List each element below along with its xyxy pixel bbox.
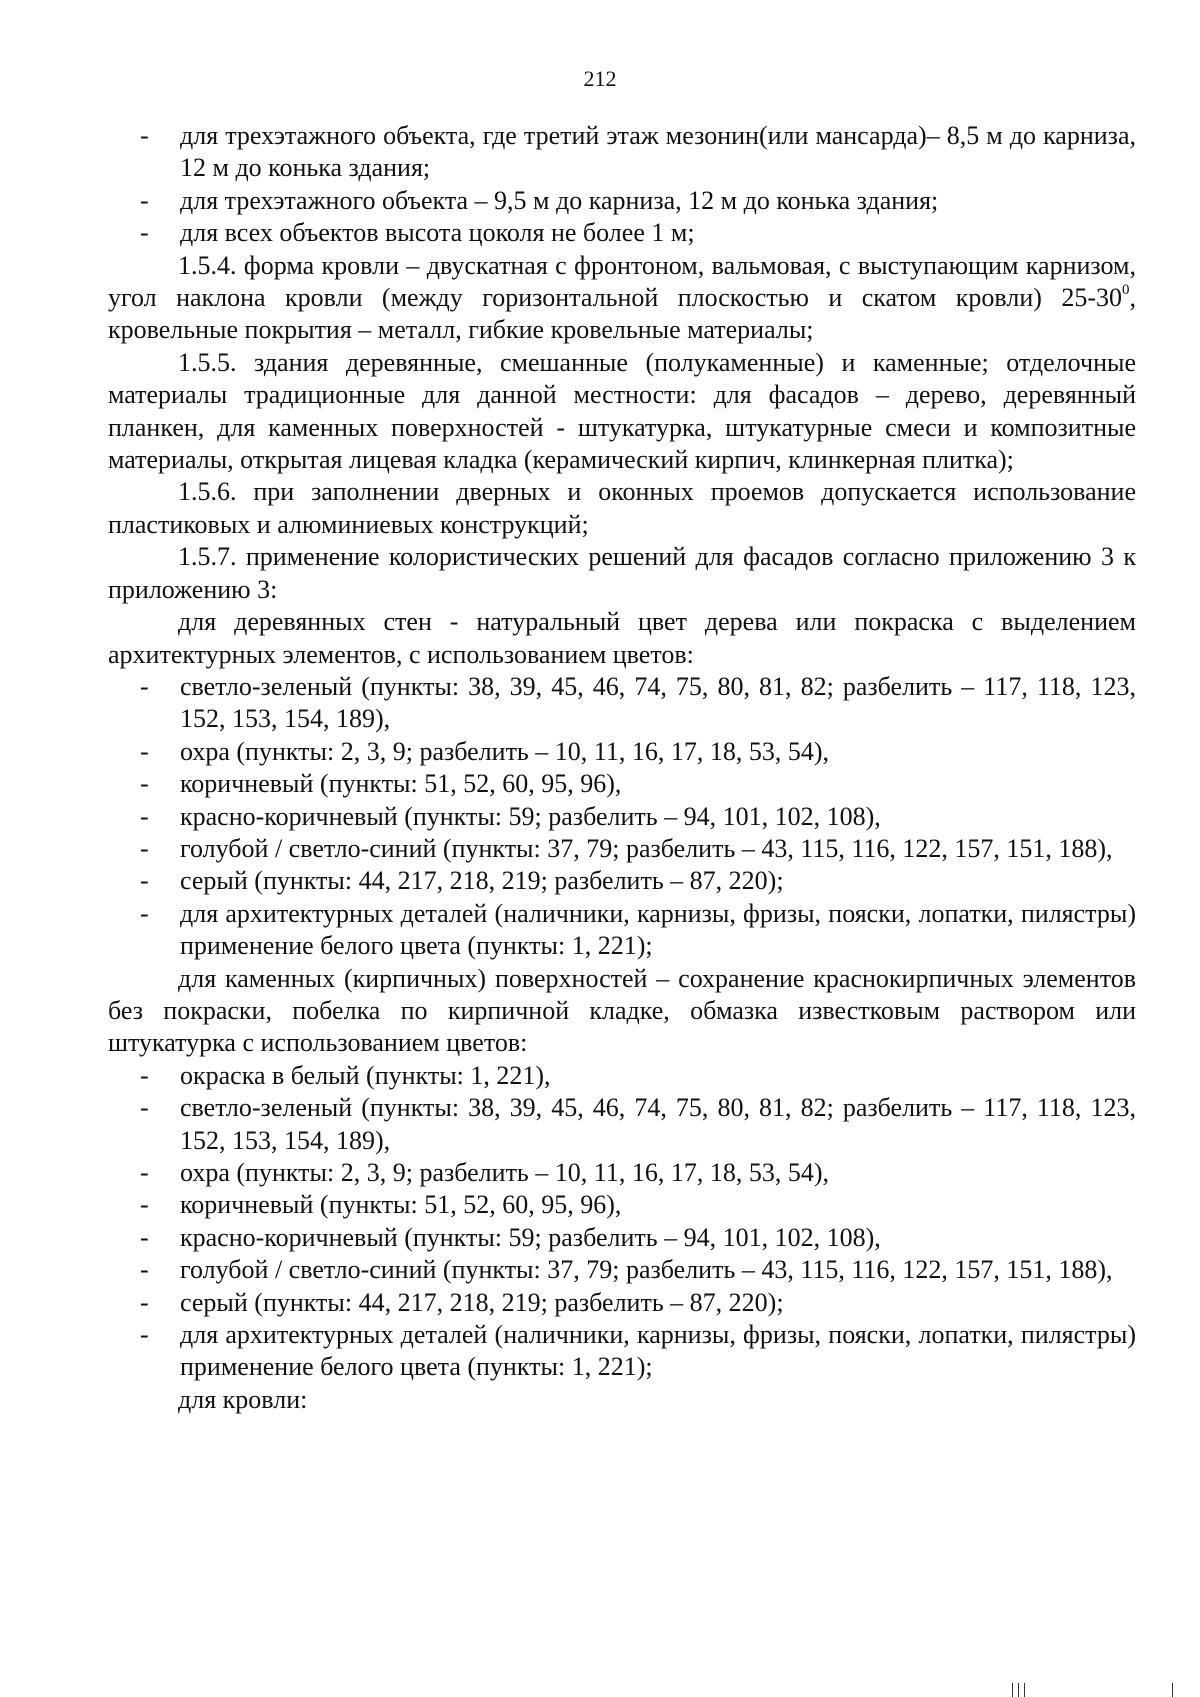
scan-artifact xyxy=(1018,1683,1019,1697)
paragraph-text: , кровельные покрытия – металл, гибкие кровельные материалы; xyxy=(108,283,1136,345)
list-item: - коричневый (пункты: 51, 52, 60, 95, 96), xyxy=(108,768,1136,800)
list-item: - красно-коричневый (пункты: 59; разбелить – 94, 101, 102, 108), xyxy=(108,1222,1136,1254)
paragraph-1-5-5: 1.5.5. здания деревянные, смешанные (полукаменные) и каменные; отделочные материалы традиционные для данной местности: для фасадов – дерево, деревянный планкен, для каменных поверхностей - штукатурка, штукатурные смеси и композитные материалы, открытая лицевая кладка (керамический кирпич, клинкерная плитка); xyxy=(108,347,1136,475)
list-item: - светло-зеленый (пункты: 38, 39, 45, 46, 74, 75, 80, 81, 82; разбелить – 117, 118, 123, 152, 153, 154, 189), xyxy=(108,671,1136,736)
list-item: - окраска в белый (пункты: 1, 221), xyxy=(108,1060,1136,1092)
degree-superscript: 0 xyxy=(1122,282,1130,299)
wood-walls-intro: для деревянных стен - натуральный цвет дерева или покраска с выделением архитектурных элементов, с использованием цветов: xyxy=(108,607,1136,669)
list-item: - для архитектурных деталей (наличники, карнизы, фризы, пояски, лопатки, пилястры) применение белого цвета (пункты: 1, 221); xyxy=(108,1319,1136,1384)
list-item: - голубой / светло-синий (пункты: 37, 79; разбелить – 43, 115, 116, 122, 157, 151, 188), xyxy=(108,833,1136,865)
page-number: 212 xyxy=(583,66,617,91)
scan-artifact xyxy=(1024,1683,1025,1697)
scan-artifact xyxy=(1012,1683,1013,1697)
stone-surfaces-intro: для каменных (кирпичных) поверхностей – сохранение краснокирпичных элементов без покраски, побелка по кирпичной кладке, обмазка известковым раствором или штукатурка с использованием цветов: xyxy=(108,963,1136,1058)
roof-intro: для кровли: xyxy=(178,1384,308,1414)
list-item: - для трехэтажного объекта, где третий этаж мезонин(или мансарда)– 8,5 м до карниза, 12 м до конька здания; xyxy=(108,120,1136,185)
list-item: - для трехэтажного объекта – 9,5 м до карниза, 12 м до конька здания; xyxy=(108,185,1136,217)
list-item: - охра (пункты: 2, 3, 9; разбелить – 10, 11, 16, 17, 18, 53, 54), xyxy=(108,1157,1136,1189)
list-item: - серый (пункты: 44, 217, 218, 219; разбелить – 87, 220); xyxy=(108,1287,1136,1319)
list-item: - светло-зеленый (пункты: 38, 39, 45, 46, 74, 75, 80, 81, 82; разбелить – 117, 118, 123, 152, 153, 154, 189), xyxy=(108,1092,1136,1157)
paragraph-text: 1.5.4. форма кровли – двускатная с фронтоном, вальмовая, с выступающим карнизом, угол наклона кровли (между горизонтальной плоскостью и скатом кровли) 25-30 xyxy=(108,250,1136,313)
height-requirements-list xyxy=(108,120,1136,250)
paragraph-1-5-7: 1.5.7. применение колористических решений для фасадов согласно приложению 3 к приложению 3: xyxy=(108,542,1136,604)
document-body xyxy=(108,120,1136,1416)
list-item: - красно-коричневый (пункты: 59; разбелить – 94, 101, 102, 108), xyxy=(108,801,1136,833)
list-item: - для всех объектов высота цоколя не более 1 м; xyxy=(108,217,1136,249)
paragraph-1-5-4 xyxy=(108,250,1136,347)
wood-colors-list xyxy=(108,671,1136,963)
paragraph-1-5-6: 1.5.6. при заполнении дверных и оконных проемов допускается использование пластиковых и алюминиевых конструкций; xyxy=(108,477,1136,539)
list-item: - коричневый (пункты: 51, 52, 60, 95, 96), xyxy=(108,1189,1136,1221)
list-item: - голубой / светло-синий (пункты: 37, 79; разбелить – 43, 115, 116, 122, 157, 151, 188), xyxy=(108,1254,1136,1286)
list-item: - охра (пункты: 2, 3, 9; разбелить – 10, 11, 16, 17, 18, 53, 54), xyxy=(108,736,1136,768)
list-item: - серый (пункты: 44, 217, 218, 219; разбелить – 87, 220); xyxy=(108,865,1136,897)
list-item: - для архитектурных деталей (наличники, карнизы, фризы, пояски, лопатки, пилястры) применение белого цвета (пункты: 1, 221); xyxy=(108,898,1136,963)
scan-artifact xyxy=(1172,1683,1173,1697)
stone-colors-list xyxy=(108,1060,1136,1384)
